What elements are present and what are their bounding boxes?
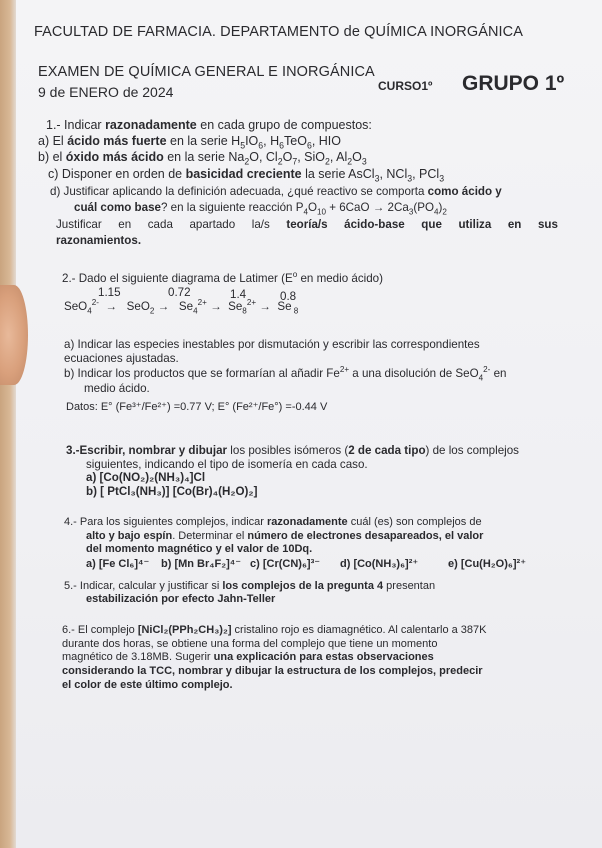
grupo-label: GRUPO 1º [462, 72, 565, 95]
thumb [0, 285, 28, 385]
q6-line3: magnético de 3.18MB. Sugerir una explicación para estas observaciones [62, 651, 434, 663]
latimer-potential-4: 0.8 [280, 290, 297, 303]
q3-line1: 3.-Escribir, nombrar y dibujar los posibles isómeros (2 de cada tipo) de los complejos [66, 444, 519, 457]
q2-b-line1: b) Indicar los productos que se formarían al añadir $Fe^{2+}$ a una disolución de SeO$_4^{2-}$ en [64, 365, 507, 383]
q1-a: a) El ácido más fuerte en la serie $H_5IO_6$, $H_6TeO_6$, HIO [38, 134, 341, 151]
latimer-diagram: SeO$_4^{2-}$ → SeO$_2$ → $Se_4^{2+} \to Se_8^{2+} \to Se$ $_8$ [64, 298, 299, 316]
q4-option-a: a) [Fe Cl₆]⁴⁻ [86, 558, 150, 570]
q6-line2: durante dos horas, se obtiene una forma del complejo que tiene un momento [62, 638, 438, 650]
q4-option-d: d) [Co(NH₃)₆]²⁺ [340, 558, 419, 570]
q2-a-line2: ecuaciones ajustadas. [64, 352, 179, 365]
q4-option-c: c) [Cr(CN)₆]³⁻ [250, 558, 321, 570]
q4-line2: alto y bajo espín. Determinar el número de electrones desapareados, el valor [86, 530, 484, 542]
q3-b: b) [ PtCl₃(NH₃)] [Co(Br)₄(H₂O)₂] [86, 485, 258, 498]
q2-a-line1: a) Indicar las especies inestables por dismutación y escribir las correspondientes [64, 338, 480, 351]
q2-b-line2: medio ácido. [84, 382, 150, 395]
q1-d-line1: d) Justificar aplicando la definición adecuada, ¿qué reactivo se comporta como ácido y [50, 185, 502, 198]
q4-line1: 4.- Para los siguientes complejos, indicar razonadamente cuál (es) son complejos de [64, 516, 482, 528]
latimer-potential-1: 1.15 [98, 286, 121, 299]
q5-line2: estabilización por efecto Jahn-Teller [86, 593, 276, 605]
q5-line1: 5.- Indicar, calcular y justificar si los complejos de la pregunta 4 presentan [64, 580, 436, 592]
q4-option-b: b) [Mn Br₄F₂]⁴⁻ [161, 558, 242, 570]
q1-justify-line: Justificar en cada apartado la/s teoría/s ácido-base que utiliza en sus [56, 218, 558, 231]
faculty-title: FACULTAD DE FARMACIA. DEPARTAMENTO de QUÍMICA INORGÁNICA [34, 24, 524, 40]
q2-intro: 2.- Dado el siguiente diagrama de Latimer ($E^o$ en medio ácido) [62, 270, 383, 285]
q4-line3: del momento magnético y el valor de 10Dq. [86, 543, 313, 555]
q6-line1: 6.- El complejo [NiCl₂(PPh₂CH₃)₂] cristalino rojo es diamagnético. Al calentarlo a 387K [62, 624, 487, 636]
q4-option-e: e) [Cu(H₂O)₆]²⁺ [448, 558, 527, 570]
q3-line2: siguientes, indicando el tipo de isomería en cada caso. [86, 458, 368, 471]
q1-justify-last: razonamientos. [56, 234, 142, 247]
latimer-potential-2: 0.72 [168, 286, 191, 299]
q1-intro: 1.- Indicar razonadamente en cada grupo de compuestos: [46, 118, 372, 132]
exam-date: 9 de ENERO de 2024 [38, 84, 174, 100]
curso-label: CURSO1º [378, 79, 433, 93]
q6-line5: el color de este último complejo. [62, 679, 233, 691]
q1-d-line2: cuál como base? en la siguiente reacción $P_4O_{10} + 6CaO \to 2Ca_3(PO_4)_2$ [74, 201, 447, 217]
latimer-potential-3: 1.4 [230, 288, 247, 301]
q1-c: c) Disponer en orden de basicidad creciente la serie AsCl$_3$, NCl$_3$, PCl$_3$ [48, 167, 445, 184]
q6-line4: considerando la TCC, nombrar y dibujar la estructura de los complejos, predecir [62, 665, 483, 677]
q2-datos: Datos: E° (Fe³⁺/Fe²⁺) =0.77 V; E° (Fe²⁺/Fe°) =-0.44 V [66, 401, 328, 413]
q3-a: a) [Co(NO₂)₂(NH₃)₄]Cl [86, 471, 206, 484]
exam-title: EXAMEN DE QUÍMICA GENERAL E INORGÁNICA [38, 64, 375, 80]
q1-b: b) el óxido más ácido en la serie $Na_2O$, $Cl_2O_7$, SiO$_2$, $Al_2O_3$ [38, 150, 367, 167]
